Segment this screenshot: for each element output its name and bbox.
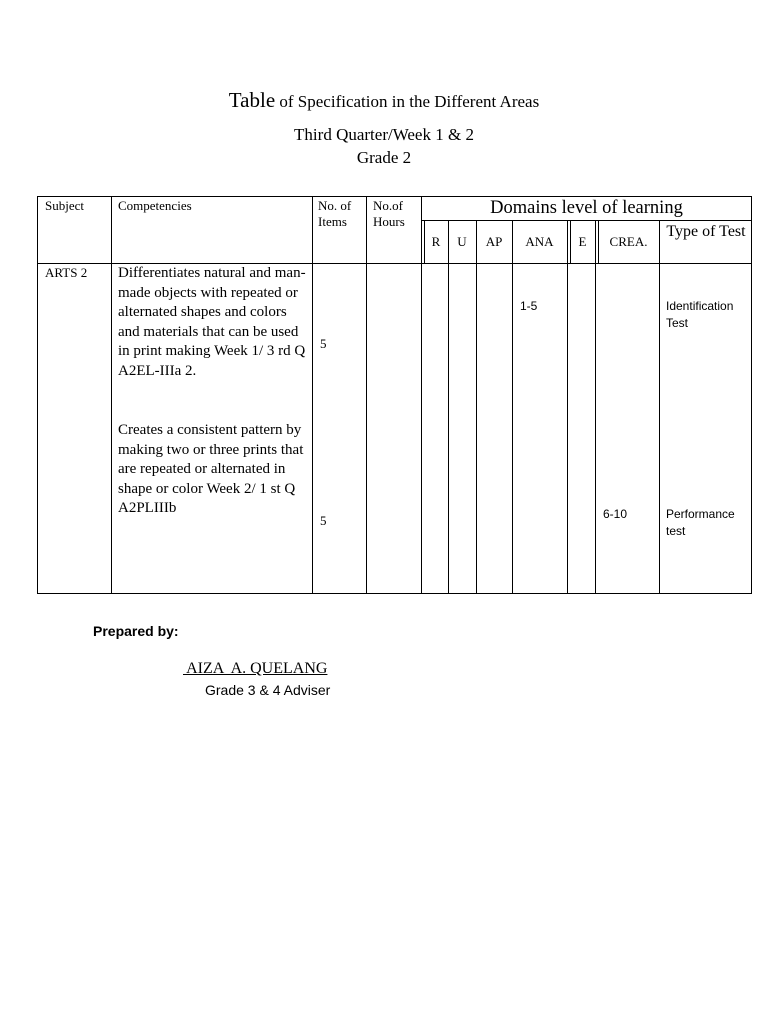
column-divider bbox=[659, 220, 660, 594]
preparer-role: Grade 3 & 4 Adviser bbox=[205, 682, 331, 698]
column-divider bbox=[366, 196, 367, 594]
column-divider bbox=[111, 196, 112, 594]
quarter-week-subtitle: Third Quarter/Week 1 & 2 bbox=[294, 125, 474, 144]
row-divider bbox=[421, 220, 752, 221]
header-e: E bbox=[578, 234, 587, 249]
header-u: U bbox=[457, 234, 467, 249]
subject-cell: ARTS 2 bbox=[45, 265, 88, 280]
document-title bbox=[0, 88, 768, 113]
items-value-2: 5 bbox=[320, 513, 327, 528]
header-type-of-test: Type of Test bbox=[666, 223, 746, 240]
prepared-by-label: Prepared by: bbox=[93, 623, 179, 639]
crea-value-2: 6-10 bbox=[603, 507, 628, 521]
grade-subtitle: Grade 2 bbox=[356, 148, 412, 167]
header-ap: AP bbox=[485, 234, 503, 249]
test-type-1: Identification Test bbox=[666, 299, 734, 330]
preparer-name: AIZA A. QUELANG bbox=[183, 660, 328, 677]
header-domains-level: Domains level of learning bbox=[490, 198, 683, 218]
header-r: R bbox=[431, 234, 441, 249]
column-divider bbox=[567, 220, 568, 594]
header-crea: CREA. bbox=[609, 234, 648, 249]
items-value-1: 5 bbox=[320, 336, 327, 351]
header-subject: Subject bbox=[45, 198, 84, 213]
competency-2: Creates a consistent pattern by making two or three prints that are repeated or alternated in shape or color Week 2/ 1 st Q A2PLIIIb bbox=[118, 422, 304, 517]
title-rest: of Specification in the Different Areas bbox=[275, 92, 540, 111]
test-type-2: Performance test bbox=[666, 507, 735, 538]
title-lead: Table bbox=[228, 88, 276, 112]
header-ana: ANA bbox=[525, 234, 554, 249]
column-divider bbox=[312, 196, 313, 594]
column-divider bbox=[448, 220, 449, 594]
column-divider bbox=[512, 220, 513, 594]
header-no-of-items: No. of Items bbox=[318, 198, 352, 229]
column-divider bbox=[476, 220, 477, 594]
table-border bbox=[37, 196, 752, 594]
header-no-of-hours: No.of Hours bbox=[373, 198, 405, 229]
ana-value-1: 1-5 bbox=[520, 299, 538, 313]
column-divider bbox=[421, 196, 422, 594]
competency-1: Differentiates natural and man-made objects with repeated or alternated shapes and colors and materials that can be used in print making Week 1/ 3 rd Q A2EL-IIIa 2. bbox=[118, 265, 306, 379]
header-competencies: Competencies bbox=[118, 198, 192, 213]
column-divider bbox=[595, 220, 596, 594]
